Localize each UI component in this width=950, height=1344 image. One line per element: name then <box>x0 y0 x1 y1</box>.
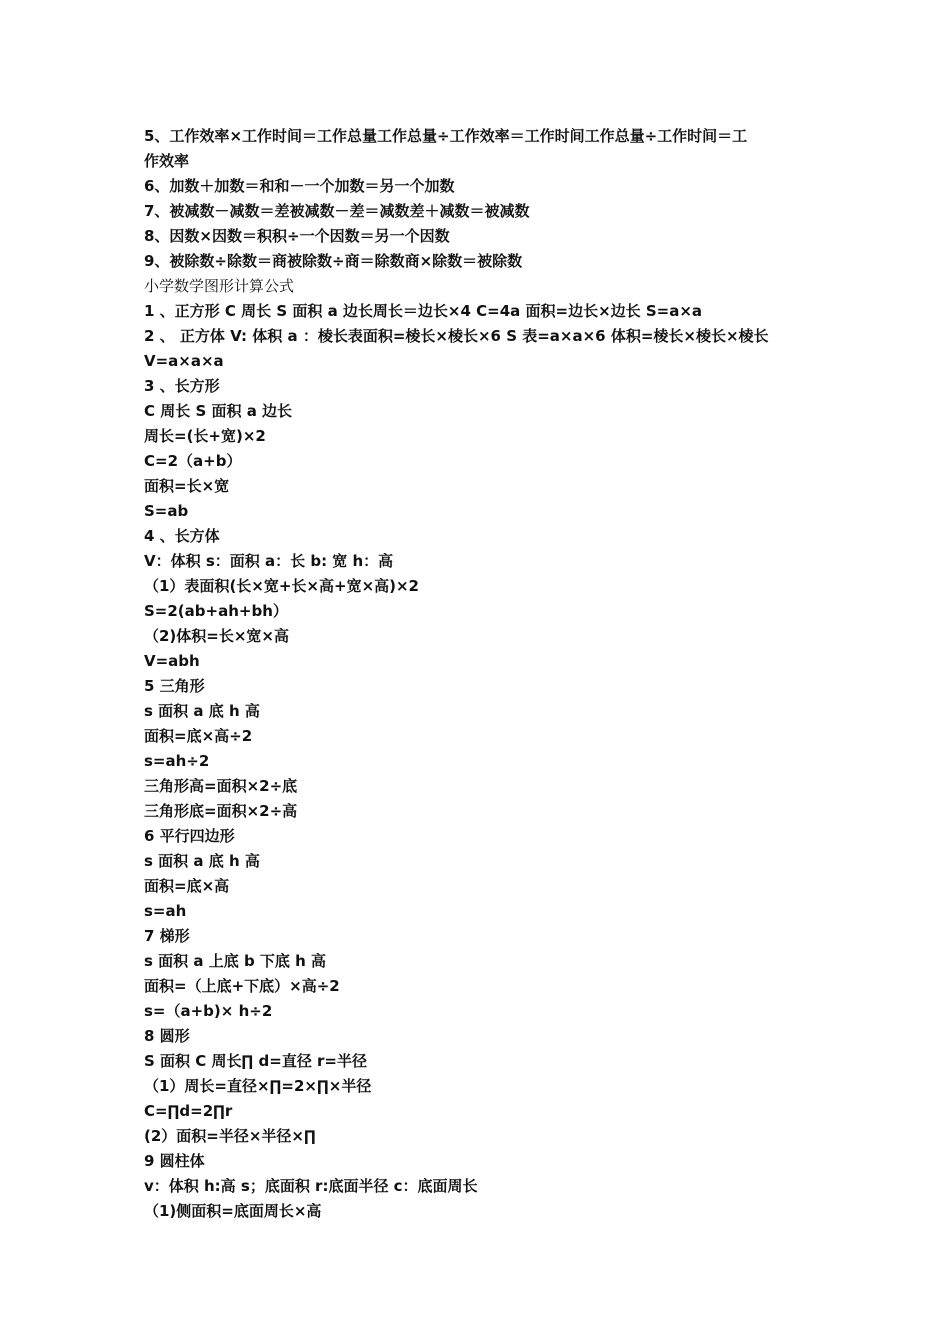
text-line: C=2（a+b） <box>144 452 242 470</box>
text-line: 面积=底×高 <box>144 877 230 895</box>
text-line: 面积=（上底+下底）×高÷2 <box>144 977 340 995</box>
text-line: 9 圆柱体 <box>144 1152 205 1170</box>
text-line: 6、加数＋加数＝和和－一个加数＝另一个加数 <box>144 177 455 195</box>
text-line: V：体积 s：面积 a：长 b: 宽 h：高 <box>144 552 394 570</box>
text-line: 1 、正方形 C 周长 S 面积 a 边长周长＝边长×4 C=4a 面积=边长×边长 S=a×a <box>144 302 703 320</box>
text-line: s=（a+b)× h÷2 <box>144 1002 273 1020</box>
text-line: 作效率 <box>144 152 190 170</box>
text-line: （1)侧面积=底面周长×高 <box>144 1202 322 1220</box>
text-line: （1）周长=直径×∏=2×∏×半径 <box>144 1077 372 1095</box>
text-line: （2)体积=长×宽×高 <box>144 627 289 645</box>
text-line: 8、因数×因数＝积积÷一个因数＝另一个因数 <box>144 227 450 245</box>
text-line: 周长=(长+宽)×2 <box>144 427 266 445</box>
text-line: V=abh <box>144 652 200 670</box>
text-line: 三角形高=面积×2÷底 <box>144 777 298 795</box>
text-line: s 面积 a 底 h 高 <box>144 702 260 720</box>
text-line: （1）表面积(长×宽+长×高+宽×高)×2 <box>144 577 419 595</box>
text-line: 7 梯形 <box>144 927 190 945</box>
text-line: C=∏d=2∏r <box>144 1102 233 1120</box>
section-title: 小学数学图形计算公式 <box>144 277 295 295</box>
text-line: 9、被除数÷除数＝商被除数÷商＝除数商×除数＝被除数 <box>144 252 523 270</box>
text-line: 5 三角形 <box>144 677 205 695</box>
text-line: 6 平行四边形 <box>144 827 235 845</box>
text-line: (2）面积=半径×半径×∏ <box>144 1127 316 1145</box>
text-line: V=a×a×a <box>144 352 224 370</box>
text-line: 7、被减数－减数＝差被减数－差＝减数差＋减数＝被减数 <box>144 202 530 220</box>
text-line: S=2(ab+ah+bh） <box>144 602 288 620</box>
text-line: S=ab <box>144 502 189 520</box>
text-line: C 周长 S 面积 a 边长 <box>144 402 293 420</box>
text-line: 5、工作效率×工作时间＝工作总量工作总量÷工作效率＝工作时间工作总量÷工作时间＝工 <box>144 127 748 145</box>
text-line: 三角形底=面积×2÷高 <box>144 802 298 820</box>
text-line: s 面积 a 上底 b 下底 h 高 <box>144 952 327 970</box>
text-line: 8 圆形 <box>144 1027 190 1045</box>
text-line: 3 、长方形 <box>144 377 220 395</box>
text-line: 面积=长×宽 <box>144 477 230 495</box>
text-line: s=ah÷2 <box>144 752 210 770</box>
text-line: 面积=底×高÷2 <box>144 727 253 745</box>
text-line: 4 、长方体 <box>144 527 220 545</box>
text-line: S 面积 C 周长∏ d=直径 r=半径 <box>144 1052 368 1070</box>
document-body <box>144 124 810 1224</box>
text-line: s 面积 a 底 h 高 <box>144 852 260 870</box>
text-line: v：体积 h:高 s；底面积 r:底面半径 c：底面周长 <box>144 1177 478 1195</box>
text-line: s=ah <box>144 902 187 920</box>
text-line: 2 、 正方体 V: 体积 a ：棱长表面积=棱长×棱长×6 S 表=a×a×6 体积=棱长×棱长×棱长 <box>144 327 769 345</box>
